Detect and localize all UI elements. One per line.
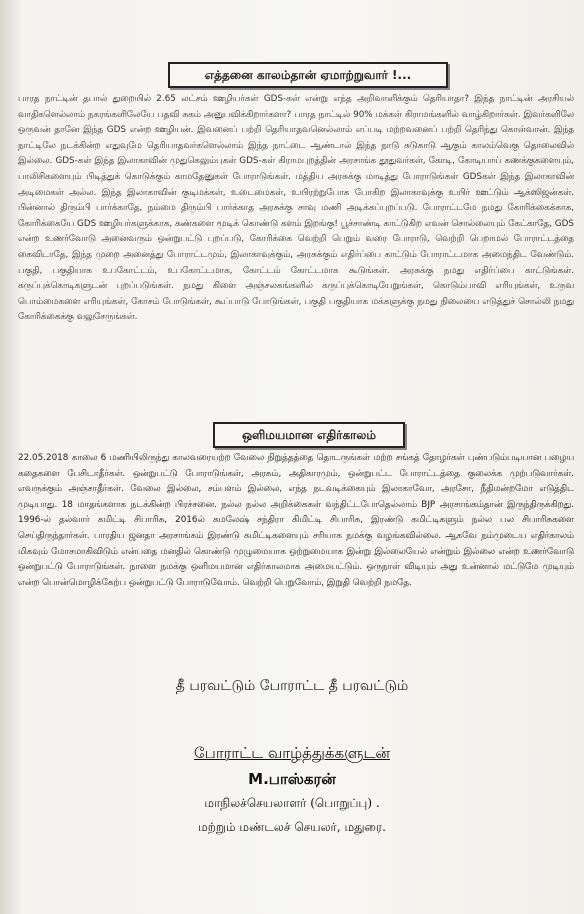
signature-role: மாநிலச்செயலாளர் (பொறுப்பு) . — [204, 796, 380, 810]
section-body-2: 22.05.2018 காலை 6 மணியிலிருந்து காலவரையற்ற வேலை நிறுத்தத்தை தொடருங்கள் மற்ற சங்கத் தோழர்கள் புண்படும்படியான பழைய கதைகளை பேசிடாதீர்கள். ஒன்றுபட்டு போராடுங்கள், அரசும், அதிகாரமும், ஒன்றுபட்ட போராட்டத்தை குலைக்க முற்படுவார்கள். எவருக்கும் அஞ்சாதீர்கள். வேலை இல்லை, சம்பளம் இல்லை, எந்த நடவடிக்கையும் இலாகாவோ, அரசோ, நீதிமன்றமோ எடுத்திட முடியாது. 18 மாதங்களாக நடக்கின்ற பிரச்சனை. நல்ல நல்ல அறிக்கைகள் வந்திட்டபோதெல்லாம் BJP அரசாங்கம்தான் இருந்திருக்கிறது. 1996-ல் தல்வார் கமிட்டி சிபாரிசு, 2016ல் கமலேஷ் சந்திரா கிமிட்டி சிபாரிசு, இரண்டு கமிட்டிகளும் நல்ல பல சிபாரிசுகளை செய்திருந்தார்கள். பாரதிய ஜனதா அரசாங்கம் இரண்டு கமிட்டிகளையும் சரியாக நமக்கு வழங்கவில்லை. ஆகவே நம்முடைய எதிர்காலம் மிகவும் மோசமாகிவிடும் என்பதை மனதில் கொண்டு முழுமையாக ஒற்றுமையாக இன்று இல்லையேல் என்றும் இல்லை என்ற உணர்வோடு ஒன்றுபட்டு போராடுங்கள். நாளை நமக்கு ஒளிமயமான எதிர்காலமாக அமையட்டும். ஒருநாள் விடியும் அது உன்னால் மட்டுமே முடியும் என்ற பொன்மொழிக்கேற்ப ஒன்றுபட்டு போராடுவோம். வெற்றி பெறுவோம், இறுதி வெற்றி நமதே. — [18, 453, 574, 588]
section-body-1: பாரத நாட்டின் தபால் துறையில் 2.65 லட்சம் ஊழியர்கள் GDS-கள் என்று எந்த அறிவாளிக்கும் தெரியாதா? இந்த நாட்டின் அரசியல் வாதிகளெல்லாம் நகரங்களிலேயே பதவி சுகம் அனுபவிக்கிறார்களா? பாரத நாட்டில் 90% மக்கள் கிராமங்களில் வாழ்கிறார்கள். இவர்களிலே ஒருவன் தானே இந்த GDS என்ற ஊழியன். இவனைப் பற்றி தெரியாதவனெல்லாம் எப்படி மற்றவனைப் பற்றி தெரிந்து கொள்வான். இந்த நாட்டிலே நடக்கின்ற எதுவுமே தெரியாதவர்களெல்லாம் இந்த நாட்டை ஆண்டால் இந்த நாடு சுடுகாடு ஆகும் காலம்வெகு தொலைவில் இல்லை. GDS-கள் இந்த இலாகாவின் முதுகெலும்புகள் GDS-கள் கிராமபுறத்தின் அரசாங்க தூதுவர்கள், கோடி, கோடியாய் கணக்குகளையும், பாலிசிகளையும் பிடித்துக் கொடுக்கும் காமதேனுகள் போராடுங்கள். மத்திய அரசுக்கு மாடித்து போராடுங்கள் GDSகள் இந்த இலாகாவின் அடிமைகள் அல்ல. இந்த இலாகாவின் குடிமக்கள், உடைமைகள், உயிரற்றுபோக போகிற இலாகாவுக்கு உயிர் ஊட்டும் ஆக்ஸிஜன்கள். பின்னால் திரும்பி பார்க்காதே, நம்மை திரும்பி பார்க்காத அரசுக்கு சாவு மணி அடிக்கப்புறப்படு. போராட்டமே நமது கோரிக்கைக்காக, கோரிக்கையே GDS ஊழியர்களுக்காக, கண்களை மூடிக் கொண்டு களம் இறங்கு! பூச்சாண்டி காட்டுகிற எவன் சொல்லையும் கேட்காதே, GDS என்ற உணர்வோடு அனைவரும் ஒன்றுபட்டு புறப்படு, கோரிக்கை வெற்றி பெறும் வரை போராடு, வெற்றி பெறாமல் போராட்டத்தை கைவிடாதே, இந்த முறை அனைத்து போராட்டமும், இலாகாவுக்கும், அரசுக்கும் எதிர்ப்பை காட்டும் போராட்டமாக அமைந்திட வேண்டும். பகுதி, பகுதியாக உபகோட்டம், உபகோட்டமாக, கோட்டம் கோட்டமாக கூடுங்கள். அரசுக்கு நமது எதிர்ப்பை காட்டுங்கள். கருப்புக்கொடிகளுடன் புறப்படுங்கள். நமது கிளை அஞ்சலகங்களில் கருப்புக்கொடியேறுங்கள், கொடும்பாவி எரியுங்கள், உருவ பொம்மைகளை எரியுங்கள், கோசம் போடுங்கள், கூப்பாடு போடுங்கள், பகுதி பகுதியாக மக்களுக்கு நமது நிலையை எடுத்துச் சொல்லி நமது கோரிக்கைக்கு வலுசேருங்கள். — [18, 94, 574, 323]
slogan: தீ பரவட்டும் போராட்ட தீ பரவட்டும் — [175, 678, 409, 694]
section-heading-1: எத்தனை காலம்தான் ஏமாற்றுவார் !... — [168, 62, 448, 88]
signature-name: M.பாஸ்கரன் — [248, 770, 336, 788]
signature-greeting: போராட்ட வாழ்த்துக்களுடன் — [194, 744, 390, 762]
section-heading-2: ஒளிமயமான எதிர்காலம் — [213, 422, 405, 448]
signature-role-2: மற்றும் மண்டலச் செயலர், மதுரை. — [198, 820, 386, 834]
